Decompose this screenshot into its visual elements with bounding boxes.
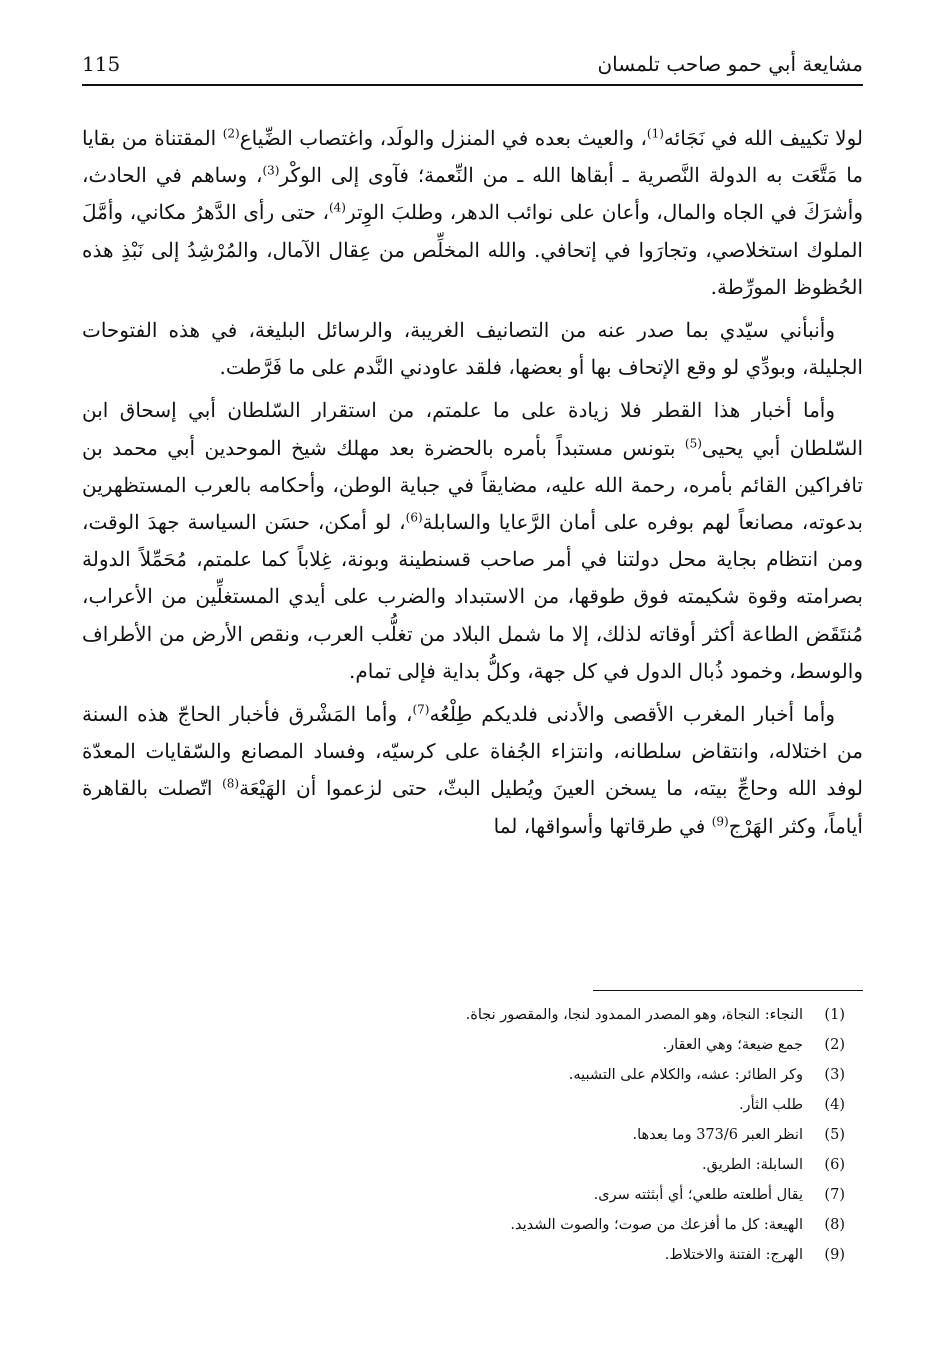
footnote-text: النجاء: النجاة، وهو المصدر الممدود لنجا، والمقصور نجاة. xyxy=(465,1007,803,1023)
footnote-number: (4) xyxy=(824,1097,845,1113)
footnote-ref: (2) xyxy=(222,126,240,141)
footnote-ref: (6) xyxy=(405,510,423,525)
footnote-number: (3) xyxy=(824,1067,845,1083)
footnote-separator xyxy=(593,990,863,991)
footnote-ref: (9) xyxy=(711,814,729,828)
footnote-number: (8) xyxy=(824,1217,845,1233)
text-run: وأنبأني سيّدي بما صدر عنه من التصانيف الغريبة، والرسائل البليغة، في هذه الفتوحات الجليلة، وبودِّي لو وقع الإتحاف بها أو بعضها، فلقد عاودني النَّدم على ما فَرَّطت. xyxy=(82,318,863,380)
footnote xyxy=(82,1090,845,1120)
text-run: ، حتى رأى الدَّهرُ مكاني، وأمَّلَ الملوك استخلاصي، وتجارَوا في إتحافي. والله المخلِّص من عِقال الآمال، والمُرْشِدُ إلى نَبْذِ هذه الحُظوظ المورِّطة. xyxy=(82,200,863,299)
footnote xyxy=(82,1210,845,1240)
footnote-number: (5) xyxy=(824,1127,845,1143)
text-run: ، لو أمكن، حسَن السياسة جهدَ الوقت، ومن انتظام بجاية محل دولتنا في أمر صاحب قسنطينة وبونة، غِلاباً كما علمتم، مُحَمِّلاً الدولة بصرامته وقوة شكيمته فوق طوقها، من الاستبداد والضرب على أيدي المستغلِّين من الأعراب، مُنتَقَض الطاعة أكثر أوقاته لذلك، إلا ما شمل البلاد من تغلُّب العرب، ونقص الأرض من الأطراف والوسط، وخمود ذُبال الدول في كل جهة، وكلُّ بداية فإلى تمام. xyxy=(82,510,863,683)
footnote xyxy=(82,1030,845,1060)
paragraph xyxy=(82,696,863,845)
footnote-ref: (3) xyxy=(262,163,280,178)
footnote-text: طلب الثأر. xyxy=(738,1097,803,1113)
text-run: لولا تكييف الله في نَجَائه xyxy=(663,126,864,150)
footnote-text: انظر العبر 373/6 وما بعدها. xyxy=(632,1127,803,1143)
footnote-ref: (7) xyxy=(412,702,430,717)
footnote-text: وكر الطائر: عشه، والكلام على التشبيه. xyxy=(568,1067,803,1083)
text-run: ، وأما المَشْرق فأخبار الحاجّ هذه السنة من اختلاله، وانتقاض سلطانه، وانتزاء الجُفاة على كرسيّه، وفساد المصانع والسّقايات المعدّة لوفد الله وحاجِّ بيته، ما يسخن العينَ ويُطيل البثّ، حتى لزعموا أن الهَيْعَة xyxy=(82,702,864,801)
footnotes-list xyxy=(82,1000,845,1270)
footnote xyxy=(82,1180,845,1210)
footnote xyxy=(82,1150,845,1180)
text-run: في طرقاتها وأسواقها، لما xyxy=(493,813,712,838)
footnote-text: الهرج: الفتنة والاختلاط. xyxy=(664,1247,803,1263)
footnote xyxy=(82,1060,845,1090)
footnote-text: السابلة: الطريق. xyxy=(702,1157,803,1173)
footnote-number: (7) xyxy=(824,1187,845,1203)
footnote-text: يقال أطلعته طلعي؛ أي أبثثته سرى. xyxy=(593,1187,803,1203)
text-run: ، وساهم في الحادث، وأشرَكَ في الجاه والمال، وأعان على نوائب الدهر، وطلبَ الوِتر xyxy=(82,163,863,225)
text-run: ، والعيث بعده في المنزل والولَد، واغتصاب الضِّياع xyxy=(239,126,647,150)
footnote-number: (9) xyxy=(824,1247,845,1263)
footnote xyxy=(82,1000,845,1030)
text-run: وأما أخبار المغرب الأقصى والأدنى فلديكم طِلْعُه xyxy=(429,702,835,727)
footnote-ref: (5) xyxy=(684,435,702,450)
main-text xyxy=(82,120,863,851)
footnote-number: (2) xyxy=(824,1037,845,1053)
footnote xyxy=(82,1240,845,1270)
page-number: 115 xyxy=(82,52,121,76)
footnote xyxy=(82,1120,845,1150)
footnote-ref: (4) xyxy=(328,200,346,215)
running-header xyxy=(82,44,863,86)
footnote-ref: (1) xyxy=(646,126,664,141)
footnote-text: الهيعة: كل ما أفزعك من صوت؛ والصوت الشديد. xyxy=(510,1217,803,1233)
footnote-text: جمع ضيعة؛ وهي العقار. xyxy=(662,1037,803,1053)
text-run: بتونس مستبداً بأمره بالحضرة بعد مهلك شيخ الموحدين أبي محمد بن تافراكين القائم بأمره، رحمة الله عليه، مضايقاً في جباية الوطن، وأحكامه بالعرب المستظهرين بدعوته، مصانعاً لهم بوفره على أمان الرَّعايا والسابلة xyxy=(82,435,863,535)
paragraph xyxy=(82,120,863,306)
running-title: مشايعة أبي حمو صاحب تلمسان xyxy=(597,52,863,76)
footnote-number: (6) xyxy=(824,1157,845,1173)
footnote-number: (1) xyxy=(824,1007,845,1023)
text-run: اتّصلت بالقاهرة أياماً، وكثر الهَرْج xyxy=(82,776,863,838)
paragraph xyxy=(82,392,863,690)
footnote-ref: (8) xyxy=(222,776,240,791)
text-run: وأما أخبار هذا القطر فلا زيادة على ما علمتم، من استقرار السّلطان أبي إسحاق ابن السّلطان أبي يحيى xyxy=(82,398,863,460)
text-run: المقتناة من بقايا ما مَتَّعَت به الدولة النَّصرية ـ أبقاها الله ـ من النِّعمة؛ فآوى إلى الوكْر xyxy=(82,126,863,188)
paragraph xyxy=(82,312,863,386)
